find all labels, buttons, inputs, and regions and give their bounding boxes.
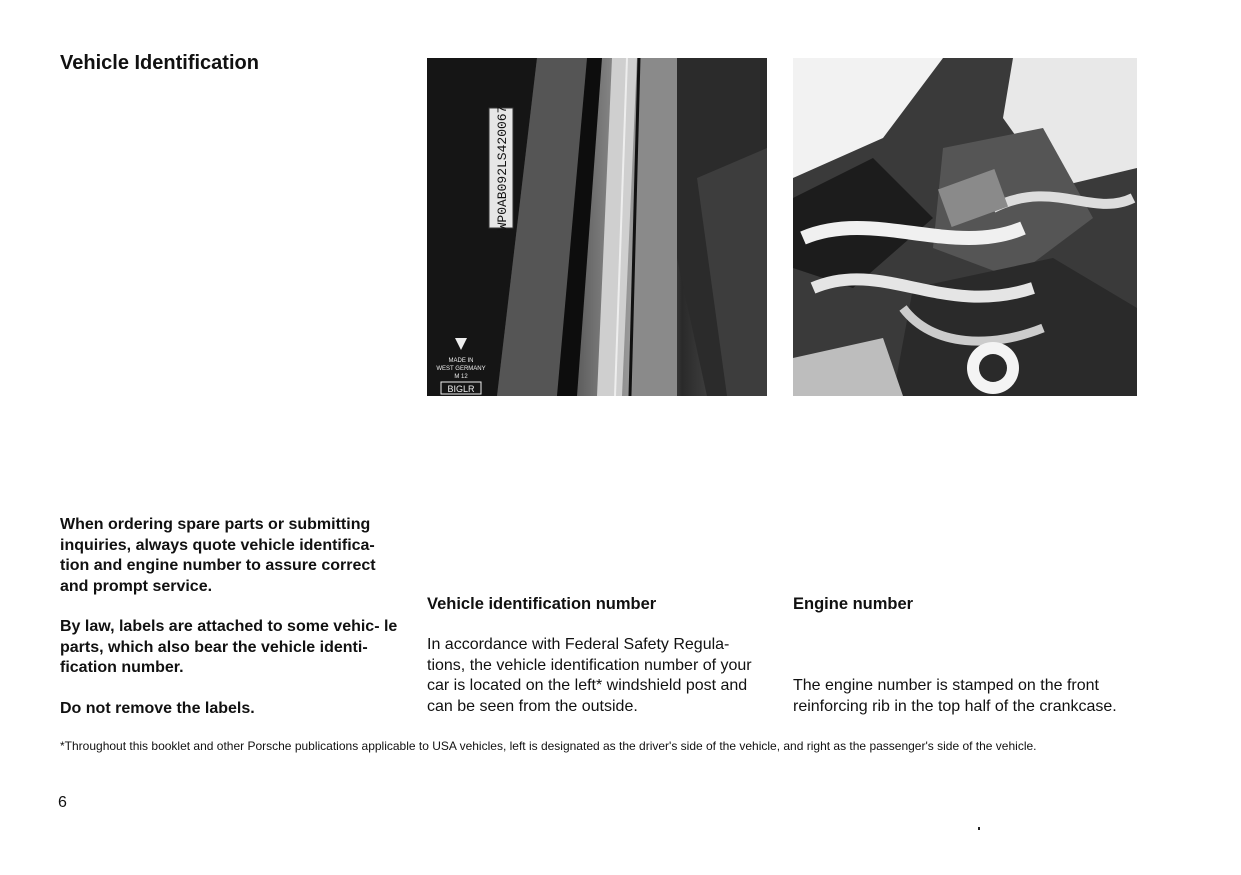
footnote: *Throughout this booklet and other Porsche publications applicable to USA vehicles, left is designated as the driver's side of the vehicle, and right as the passenger's side of the vehicle. [60,739,1037,753]
label-code: BIGLR [447,384,475,394]
intro-paragraph-3: Do not remove the labels. [60,699,255,717]
vin-plate-text: WP0AB092LS420067 [495,105,510,231]
label-line-2: WEST GERMANY [436,366,486,372]
intro-paragraph-2: By law, labels are attached to some vehic- le parts, which also bear the vehicle identi- fication number. [60,618,398,676]
vin-heading: Vehicle identification number [427,595,657,613]
engine-number-photo [793,58,1137,396]
engine-text: The engine number is stamped on the front reinforcing rib in the top half of the crankcase. [793,677,1117,715]
engine-heading: Engine number [793,595,914,613]
intro-paragraph-1: When ordering spare parts or submitting inquiries, always quote vehicle identifica- tion and engine number to assure correct and prompt service. [60,516,376,595]
page-number: 6 [58,794,67,811]
label-line-3: M 12 [454,374,468,380]
page-title: Vehicle Identification [60,52,259,74]
vin-text: In accordance with Federal Safety Regula- tions, the vehicle identification number of your car is located on the left* windshield post and can be seen from the outside. [427,636,752,715]
vin-location-photo [427,58,767,396]
label-line-1: MADE IN [448,358,474,364]
print-speck [978,827,980,830]
intro-text [60,515,405,739]
